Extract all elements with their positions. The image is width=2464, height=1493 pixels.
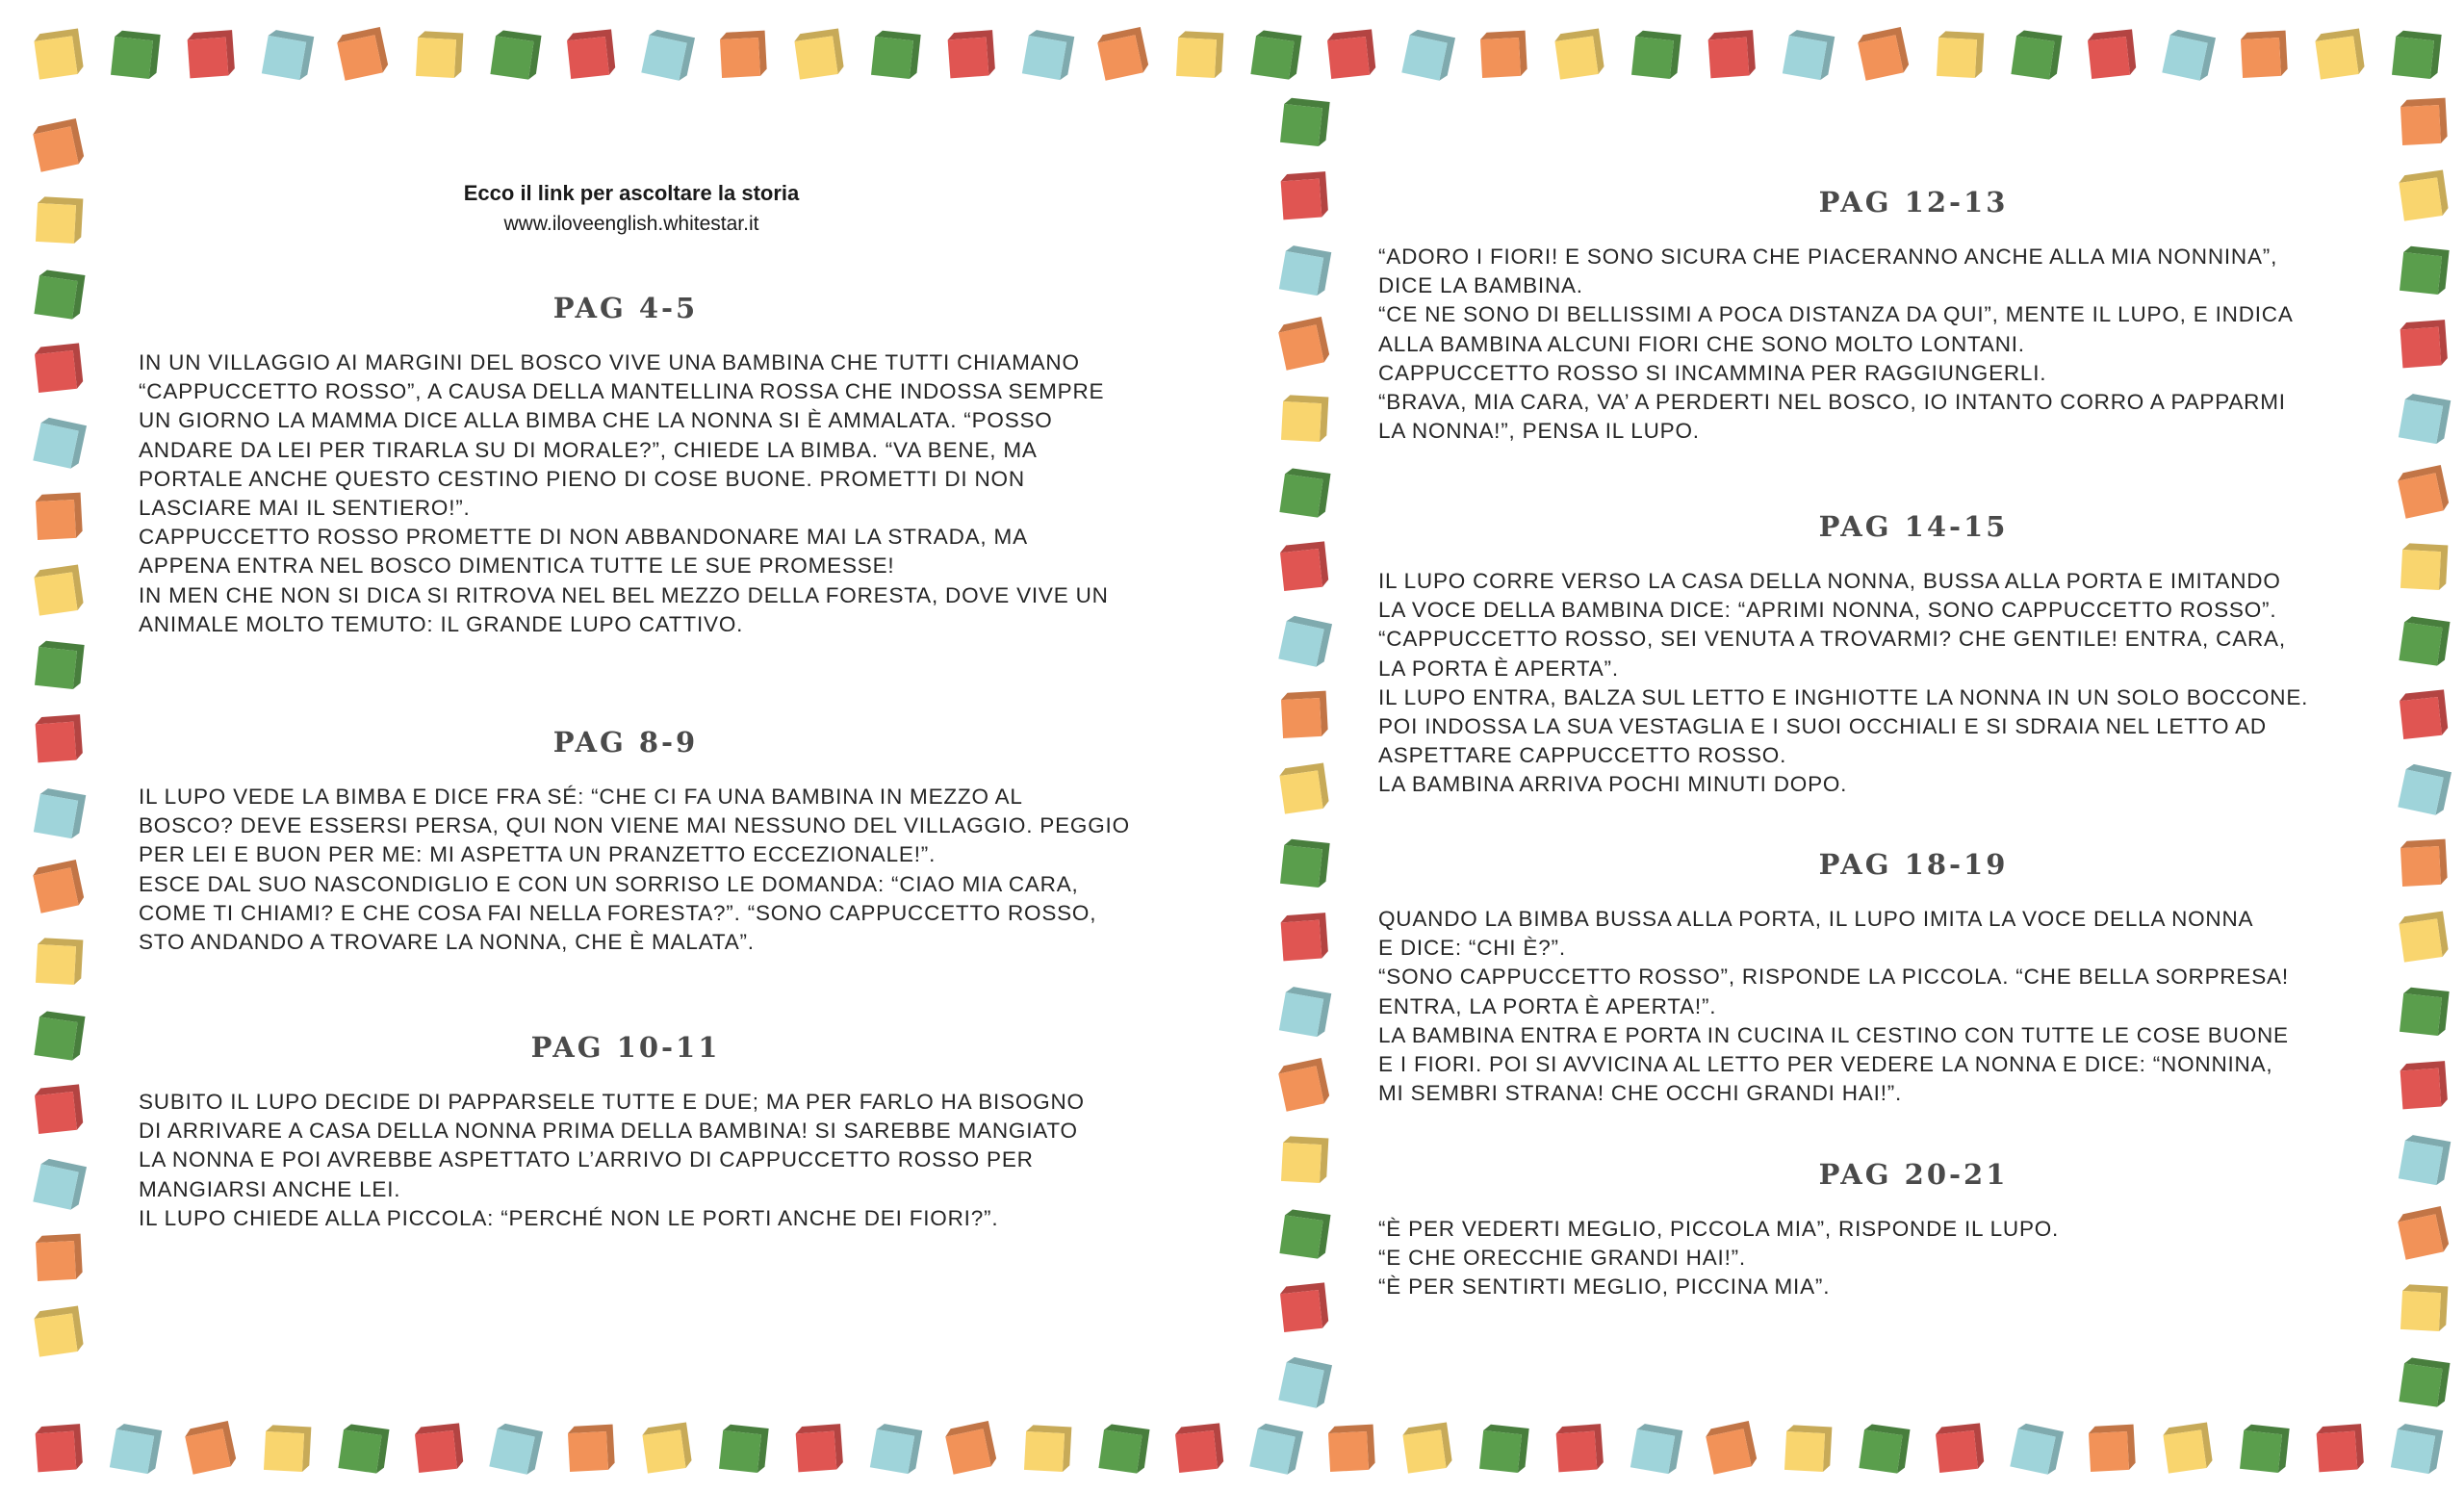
- section-text: [139, 1088, 1140, 1233]
- text-line: CAPPUCCETTO ROSSO SI INCAMMINA PER RAGGIUNGERLI.: [1378, 360, 2047, 385]
- text-line: CAPPUCCETTO ROSSO PROMETTE DI NON ABBANDONARE MAI LA STRADA, MA: [139, 525, 1028, 550]
- section-title: PAG 4-5: [552, 292, 699, 324]
- section-title: PAG 20-21: [1818, 1158, 2009, 1191]
- section-title: PAG 18-19: [1818, 848, 2009, 881]
- text-line: “E CHE ORECCHIE GRANDI HAI!”.: [1378, 1246, 1746, 1271]
- text-line: ANIMALE MOLTO TEMUTO: IL GRANDE LUPO CATTIVO.: [139, 611, 744, 636]
- section-text: [1378, 1215, 2464, 1302]
- text-line: UN GIORNO LA MAMMA DICE ALLA BIMBA CHE LA NONNA SI È AMMALATA. “POSSO: [139, 408, 1053, 433]
- section-pag-8-9: [139, 723, 1140, 957]
- text-line: “SONO CAPPUCCETTO ROSSO”, RISPONDE LA PICCOLA. “CHE BELLA SORPRESA!: [1378, 965, 2289, 990]
- text-line: LASCIARE MAI IL SENTIERO!”.: [139, 496, 471, 521]
- text-line: “CAPPUCCETTO ROSSO”, A CAUSA DELLA MANTELLINA ROSSA CHE INDOSSA SEMPRE: [139, 379, 1105, 404]
- section-title: PAG 12-13: [1818, 186, 2009, 219]
- section-title: PAG 8-9: [552, 726, 699, 759]
- section-title: PAG 14-15: [1818, 510, 2009, 543]
- section-text: [1378, 567, 2464, 800]
- text-line: ESCE DAL SUO NASCONDIGLIO E CON UN SORRISO LE DOMANDA: “CIAO MIA CARA,: [139, 871, 1079, 896]
- text-line: IL LUPO VEDE LA BIMBA E DICE FRA SÉ: “CHE CI FA UNA BAMBINA IN MEZZO AL: [139, 785, 1023, 809]
- text-line: STO ANDANDO A TROVARE LA NONNA, CHE È MALATA”.: [139, 930, 755, 955]
- section-text: [139, 783, 1140, 957]
- audio-link-title: Ecco il link per ascoltare la storia: [463, 181, 800, 205]
- right-page: [1232, 0, 2464, 1493]
- text-line: E DICE: “CHI È?”.: [1378, 936, 1566, 961]
- text-line: PER LEI E BUON PER ME: MI ASPETTA UN PRANZETTO ECCEZIONALE!”.: [139, 842, 937, 867]
- text-line: COME TI CHIAMI? E CHE COSA FAI NELLA FORESTA?”. “SONO CAPPUCCETTO ROSSO,: [139, 900, 1097, 925]
- section-pag-14-15: [1378, 507, 2464, 800]
- text-line: LA NONNA!”, PENSA IL LUPO.: [1378, 419, 1700, 444]
- text-line: IN UN VILLAGGIO AI MARGINI DEL BOSCO VIVE UNA BAMBINA CHE TUTTI CHIAMANO: [139, 350, 1080, 374]
- text-line: APPENA ENTRA NEL BOSCO DIMENTICA TUTTE LE SUE PROMESSE!: [139, 553, 895, 579]
- text-line: IL LUPO CORRE VERSO LA CASA DELLA NONNA, BUSSA ALLA PORTA E IMITANDO: [1378, 569, 2281, 593]
- text-line: IL LUPO CHIEDE ALLA PICCOLA: “PERCHÉ NON LE PORTI ANCHE DEI FIORI?”.: [139, 1205, 999, 1230]
- section-pag-20-21: [1378, 1155, 2464, 1302]
- text-line: “BRAVA, MIA CARA, VA’ A PERDERTI NEL BOSCO, IO INTANTO CORRO A PAPPARMI: [1378, 390, 2286, 415]
- text-line: ALLA BAMBINA ALCUNI FIORI CHE SONO MOLTO LONTANI.: [1378, 331, 2025, 356]
- text-line: PORTALE ANCHE QUESTO CESTINO PIENO DI COSE BUONE. PROMETTI DI NON: [139, 466, 1025, 491]
- section-text: [1378, 243, 2464, 446]
- text-line: “È PER VEDERTI MEGLIO, PICCOLA MIA”, RISPONDE IL LUPO.: [1378, 1217, 2060, 1241]
- text-line: ENTRA, LA PORTA È APERTA!”.: [1378, 993, 1717, 1018]
- text-line: LA VOCE DELLA BAMBINA DICE: “APRIMI NONNA, SONO CAPPUCCETTO ROSSO”.: [1378, 598, 2277, 623]
- text-line: MANGIARSI ANCHE LEI.: [139, 1176, 401, 1201]
- text-line: IN MEN CHE NON SI DICA SI RITROVA NEL BEL MEZZO DELLA FORESTA, DOVE VIVE UN: [139, 582, 1109, 607]
- text-line: ASPETTARE CAPPUCCETTO ROSSO.: [1378, 743, 1787, 768]
- text-line: LA NONNA E POI AVREBBE ASPETTATO L’ARRIVO DI CAPPUCCETTO ROSSO PER: [139, 1147, 1034, 1172]
- text-line: LA BAMBINA ARRIVA POCHI MINUTI DOPO.: [1378, 772, 1848, 797]
- text-line: E I FIORI. POI SI AVVICINA AL LETTO PER VEDERE LA NONNA E DICE: “NONNINA,: [1378, 1052, 2273, 1077]
- audio-link-url[interactable]: www.iloveenglish.whitestar.it: [503, 213, 759, 235]
- section-pag-18-19: [1378, 845, 2464, 1108]
- text-line: ANDARE DA LEI PER TIRARLA SU DI MORALE?”, CHIEDE LA BIMBA. “VA BENE, MA: [139, 437, 1038, 462]
- section-pag-12-13: [1378, 183, 2464, 446]
- section-pag-4-5: [139, 289, 1140, 639]
- section-text: [139, 348, 1140, 639]
- text-line: SUBITO IL LUPO DECIDE DI PAPPARSELE TUTTE E DUE; MA PER FARLO HA BISOGNO: [139, 1090, 1085, 1114]
- text-line: LA PORTA È APERTA”.: [1378, 656, 1619, 681]
- section-title: PAG 10-11: [530, 1031, 721, 1064]
- text-line: IL LUPO ENTRA, BALZA SUL LETTO E INGHIOTTE LA NONNA IN UN SOLO BOCCONE.: [1378, 684, 2309, 709]
- text-line: “È PER SENTIRTI MEGLIO, PICCINA MIA”.: [1378, 1274, 1831, 1300]
- text-line: DICE LA BAMBINA.: [1378, 273, 1583, 298]
- text-line: LA BAMBINA ENTRA E PORTA IN CUCINA IL CESTINO CON TUTTE LE COSE BUONE: [1378, 1022, 2289, 1047]
- text-line: “CAPPUCCETTO ROSSO, SEI VENUTA A TROVARMI? CHE GENTILE! ENTRA, CARA,: [1378, 627, 2286, 652]
- text-line: DI ARRIVARE A CASA DELLA NONNA PRIMA DELLA BAMBINA! SI SAREBBE MANGIATO: [139, 1119, 1078, 1144]
- section-pag-10-11: [139, 1028, 1140, 1233]
- text-line: “ADORO I FIORI! E SONO SICURA CHE PIACERANNO ANCHE ALLA MIA NONNINA”,: [1378, 245, 2278, 269]
- section-text: [1378, 905, 2464, 1108]
- text-line: MI SEMBRI STRANA! CHE OCCHI GRANDI HAI!”.: [1378, 1081, 1903, 1106]
- text-line: “CE NE SONO DI BELLISSIMI A POCA DISTANZA DA QUI”, MENTE IL LUPO, E INDICA: [1378, 302, 2294, 327]
- text-line: BOSCO? DEVE ESSERSI PERSA, QUI NON VIENE MAI NESSUNO DEL VILLAGGIO. PEGGIO: [139, 813, 1130, 838]
- text-line: POI INDOSSA LA SUA VESTAGLIA E I SUOI OCCHIALI E SI SDRAIA NEL LETTO AD: [1378, 714, 2267, 739]
- text-line: QUANDO LA BIMBA BUSSA ALLA PORTA, IL LUPO IMITA LA VOCE DELLA NONNA: [1378, 907, 2254, 931]
